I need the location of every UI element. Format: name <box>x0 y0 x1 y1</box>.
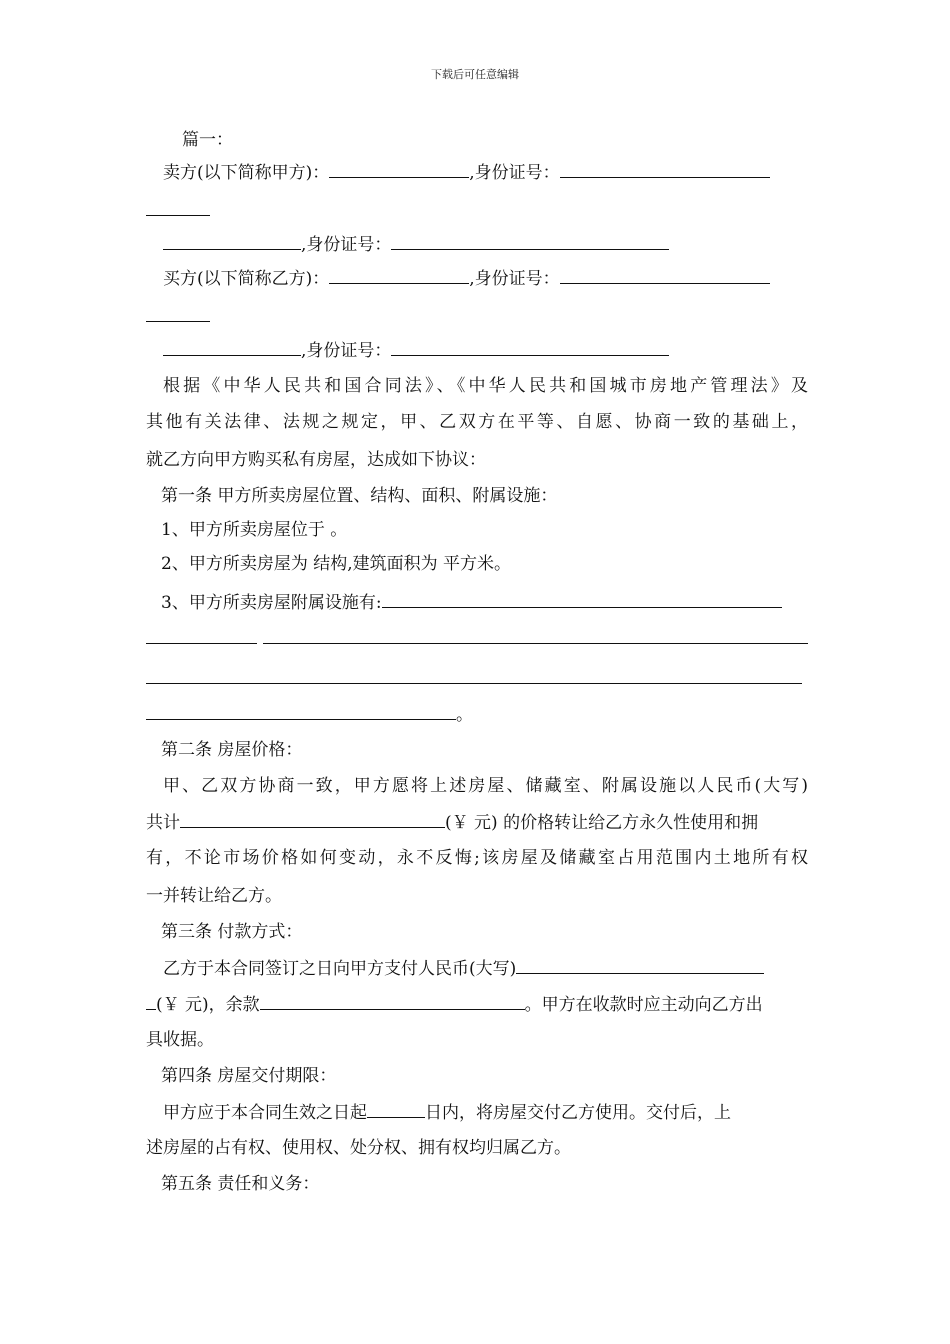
article-5-title: 第五条 责任和义务： <box>161 1174 320 1194</box>
facilities-label: 3、甲方所卖房屋附属设施有: <box>161 593 382 613</box>
seller-name-blank <box>329 160 469 178</box>
article-3-line-1 <box>163 956 764 980</box>
balance-blank <box>260 992 525 1010</box>
payment-blank-cont <box>146 992 156 1010</box>
seller-id-label: ,身份证号： <box>469 163 560 183</box>
article-3-title: 第三条 付款方式： <box>161 922 303 942</box>
delivery-text: 日内，将房屋交付乙方使用。交付后，上 <box>425 1103 731 1123</box>
seller2-id-label: ,身份证号： <box>301 235 392 255</box>
intro-line-2: 其他有关法律、法规之规定，甲、乙双方在平等、自愿、协商一致的基础上， <box>146 412 808 432</box>
buyer-line <box>163 266 770 290</box>
delivery-days-blank <box>367 1100 425 1118</box>
facilities-blank-line-3 <box>146 666 802 690</box>
article-1-item-1: 1、甲方所卖房屋位于 。 <box>161 520 348 540</box>
payment-label: 乙方于本合同签订之日向甲方支付人民币(大写) <box>163 959 517 979</box>
buyer-wrap-line <box>146 304 210 328</box>
article-4-line-2: 述房屋的占有权、使用权、处分权、拥有权均归属乙方。 <box>146 1138 571 1158</box>
article-3-line-3: 具收据。 <box>146 1030 214 1050</box>
buyer-id-label: ,身份证号： <box>469 269 560 289</box>
facilities-blank-line-2 <box>146 626 808 650</box>
buyer2-id-label: ,身份证号： <box>301 341 392 361</box>
seller-id-blank-cont <box>146 198 210 216</box>
article-1-title: 第一条 甲方所卖房屋位置、结构、面积、附属设施： <box>161 486 558 506</box>
article-1-item-2: 2、甲方所卖房屋为 结构,建筑面积为 平方米。 <box>161 554 512 574</box>
seller-line <box>163 160 770 184</box>
article-2-line-4: 一并转让给乙方。 <box>146 886 282 906</box>
facilities-blank <box>382 590 782 608</box>
buyer2-id-blank <box>391 338 669 356</box>
section-title: 篇一： <box>182 130 233 150</box>
facilities-period: 。 <box>456 705 473 725</box>
seller-label: 卖方(以下简称甲方)： <box>163 163 330 183</box>
article-2-title: 第二条 房屋价格： <box>161 740 303 760</box>
balance-label: (￥ 元)，余款 <box>156 995 260 1015</box>
intro-line-1: 根据《中华人民共和国合同法》、《中华人民共和国城市房地产管理法》及 <box>163 376 808 396</box>
article-3-line-2 <box>146 992 763 1016</box>
article-4-title: 第四条 房屋交付期限： <box>161 1066 337 1086</box>
buyer-id-blank-cont <box>146 304 210 322</box>
article-2-line-2 <box>146 810 758 834</box>
buyer-id-blank <box>560 266 770 284</box>
receipt-text: 。甲方在收款时应主动向乙方出 <box>524 995 763 1015</box>
seller2-name-blank <box>163 232 301 250</box>
buyer-name-blank <box>329 266 469 284</box>
seller2-line <box>163 232 669 256</box>
total-price-blank <box>180 810 445 828</box>
article-4-line-1 <box>163 1100 731 1124</box>
article-2-line-3: 有，不论市场价格如何变动，永不反悔;该房屋及储藏室占用范围内土地所有权 <box>146 848 808 868</box>
price-suffix: (￥ 元) 的价格转让给乙方永久性使用和拥 <box>445 813 759 833</box>
facilities-blank-2a <box>146 626 257 644</box>
facilities-blank-line-4 <box>146 702 473 726</box>
seller-wrap-line <box>146 198 210 222</box>
facilities-blank-4 <box>146 702 456 720</box>
payment-amount-blank <box>516 956 764 974</box>
buyer2-name-blank <box>163 338 301 356</box>
seller-id-blank <box>560 160 770 178</box>
page-header: 下载后可任意编辑 <box>431 68 519 81</box>
delivery-label: 甲方应于本合同生效之日起 <box>163 1103 367 1123</box>
buyer-label: 买方(以下简称乙方)： <box>163 269 330 289</box>
seller2-id-blank <box>391 232 669 250</box>
total-label: 共计 <box>146 813 180 833</box>
article-1-item-3 <box>161 590 782 614</box>
facilities-blank-2b <box>263 626 808 644</box>
intro-line-3: 就乙方向甲方购买私有房屋，达成如下协议： <box>146 450 486 470</box>
buyer2-line <box>163 338 669 362</box>
article-2-line-1: 甲、乙双方协商一致，甲方愿将上述房屋、储藏室、附属设施以人民币(大写) <box>163 776 808 796</box>
facilities-blank-3 <box>146 666 802 684</box>
